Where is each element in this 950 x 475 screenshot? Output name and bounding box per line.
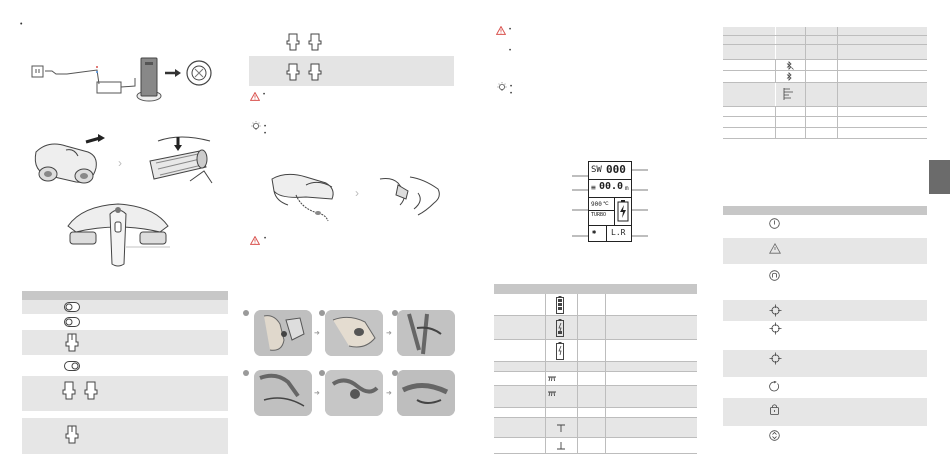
bullet: • xyxy=(20,21,23,28)
lcd-vertical-divider xyxy=(614,197,615,225)
table-row xyxy=(723,71,927,83)
lcd-speed-prefix: SW xyxy=(591,165,602,175)
menu-list-icon xyxy=(783,87,795,101)
crosshair-icon xyxy=(769,322,782,335)
warning-triangle-icon xyxy=(769,243,781,254)
bullet: • xyxy=(264,131,267,137)
photo-step-3 xyxy=(397,310,455,356)
bottom-icon xyxy=(556,441,566,450)
table-row xyxy=(723,215,927,238)
warning-icon xyxy=(250,236,260,245)
lcd-divider xyxy=(589,197,631,198)
lcd-depth-value: 00.0 xyxy=(599,181,624,192)
lock-icon xyxy=(769,403,780,415)
table-row xyxy=(494,294,697,316)
table-row xyxy=(494,316,697,340)
battery-insert-illustration xyxy=(140,131,222,189)
single-press-icon xyxy=(65,332,79,352)
refresh-icon xyxy=(769,381,780,392)
crosshair-icon xyxy=(769,304,782,317)
bullet: • xyxy=(263,92,266,98)
table-row xyxy=(494,418,697,438)
indicator-table-header xyxy=(494,284,697,294)
bluetooth-off-icon xyxy=(785,61,794,70)
table-row xyxy=(494,340,697,362)
step-arrow: ➜ xyxy=(386,390,392,397)
battery-icon xyxy=(617,200,629,222)
mode-table-header xyxy=(22,291,228,300)
step-arrow: ➜ xyxy=(314,390,320,397)
table-row xyxy=(723,128,927,139)
table-row xyxy=(723,300,927,322)
note-box xyxy=(249,56,454,86)
double-press-icon xyxy=(286,63,322,81)
indicator-table xyxy=(494,284,697,454)
lcd-mode-label: TURBO xyxy=(591,212,607,218)
lcd-display xyxy=(588,161,632,242)
table-row xyxy=(723,427,927,453)
lightbulb-icon xyxy=(496,82,508,94)
lcd-temp-value: 900 xyxy=(591,201,602,208)
lcd-depth-unit: m xyxy=(625,185,629,192)
photo-step-5 xyxy=(325,370,383,416)
depth-warning-icon xyxy=(548,375,556,382)
battery-charging-icon xyxy=(556,319,564,337)
table-row xyxy=(723,107,927,117)
scooter-top-view xyxy=(62,192,174,268)
bullet: • xyxy=(509,27,512,33)
lightbulb-icon xyxy=(250,121,262,133)
table-row xyxy=(723,60,927,71)
warning-icon xyxy=(496,26,506,35)
bluetooth-icon xyxy=(785,72,794,81)
double-press-icon xyxy=(286,33,322,51)
power-icon xyxy=(769,218,780,229)
step-marker xyxy=(243,370,249,376)
table-row xyxy=(723,45,927,60)
switch-off-icon xyxy=(64,302,80,312)
bullet: • xyxy=(510,91,513,97)
photo-step-1 xyxy=(254,310,312,356)
photo-step-2 xyxy=(325,310,383,356)
step-arrow: ➜ xyxy=(386,330,392,337)
mode-table xyxy=(22,291,228,455)
scooter-install-illustration xyxy=(26,132,108,190)
crosshair-icon xyxy=(769,352,782,365)
lanyard-attach-illustration xyxy=(266,165,342,225)
button-function-table xyxy=(723,206,927,453)
photo-step-6 xyxy=(397,370,455,416)
photo-step-4 xyxy=(254,370,312,416)
table-row xyxy=(22,376,228,412)
charging-illustration xyxy=(27,56,223,108)
battery-low-icon xyxy=(556,342,564,360)
battery-full-icon xyxy=(556,296,564,314)
lcd-side-label: L.R xyxy=(611,228,626,237)
table-row xyxy=(494,362,697,372)
step-marker xyxy=(243,310,249,316)
button-function-table-header xyxy=(723,206,927,215)
table-row xyxy=(22,418,228,455)
lcd-speed-value: 000 xyxy=(606,163,626,176)
process-arrow: › xyxy=(118,156,122,170)
lcd-depth-prefix: ≡ xyxy=(591,183,596,192)
bullet: • xyxy=(264,236,267,242)
table-row xyxy=(22,315,228,330)
table-row xyxy=(723,117,927,128)
table-row xyxy=(723,83,927,107)
table-row xyxy=(723,36,927,45)
table-row xyxy=(723,322,927,350)
long-press-icon xyxy=(65,424,79,444)
table-row xyxy=(494,386,697,408)
table-row xyxy=(723,238,927,265)
switch-on-icon xyxy=(64,317,80,327)
table-row xyxy=(494,372,697,386)
lcd-divider xyxy=(589,179,631,180)
table-row xyxy=(723,378,927,398)
status-table xyxy=(723,27,927,139)
wrist-strap-illustration xyxy=(378,171,444,219)
table-row xyxy=(723,398,927,427)
table-row xyxy=(22,300,228,315)
table-row xyxy=(723,27,927,36)
table-row xyxy=(494,438,697,454)
section-tab xyxy=(929,160,950,194)
process-arrow: › xyxy=(355,186,359,200)
lcd-divider xyxy=(589,225,631,226)
bullet: • xyxy=(510,84,513,90)
bullet: • xyxy=(264,124,267,130)
lcd-divider xyxy=(589,210,614,211)
lcd-temp-unit: ℃ xyxy=(603,201,609,207)
double-press-icon xyxy=(62,380,98,402)
table-row xyxy=(723,265,927,300)
lcd-vertical-divider xyxy=(606,225,607,241)
depth-limit-icon xyxy=(548,390,556,397)
step-arrow: ➜ xyxy=(314,330,320,337)
switch-right-icon xyxy=(64,361,80,371)
page-column-1 xyxy=(0,0,238,475)
table-row xyxy=(723,350,927,378)
reset-icon xyxy=(769,270,780,281)
table-row xyxy=(22,330,228,356)
warning-icon xyxy=(250,92,260,101)
bluetooth-icon: ✱ xyxy=(592,228,597,236)
table-row xyxy=(494,408,697,418)
up-down-icon xyxy=(769,430,780,441)
table-row xyxy=(22,356,228,376)
bullet: • xyxy=(509,48,512,54)
surface-icon xyxy=(556,424,566,433)
